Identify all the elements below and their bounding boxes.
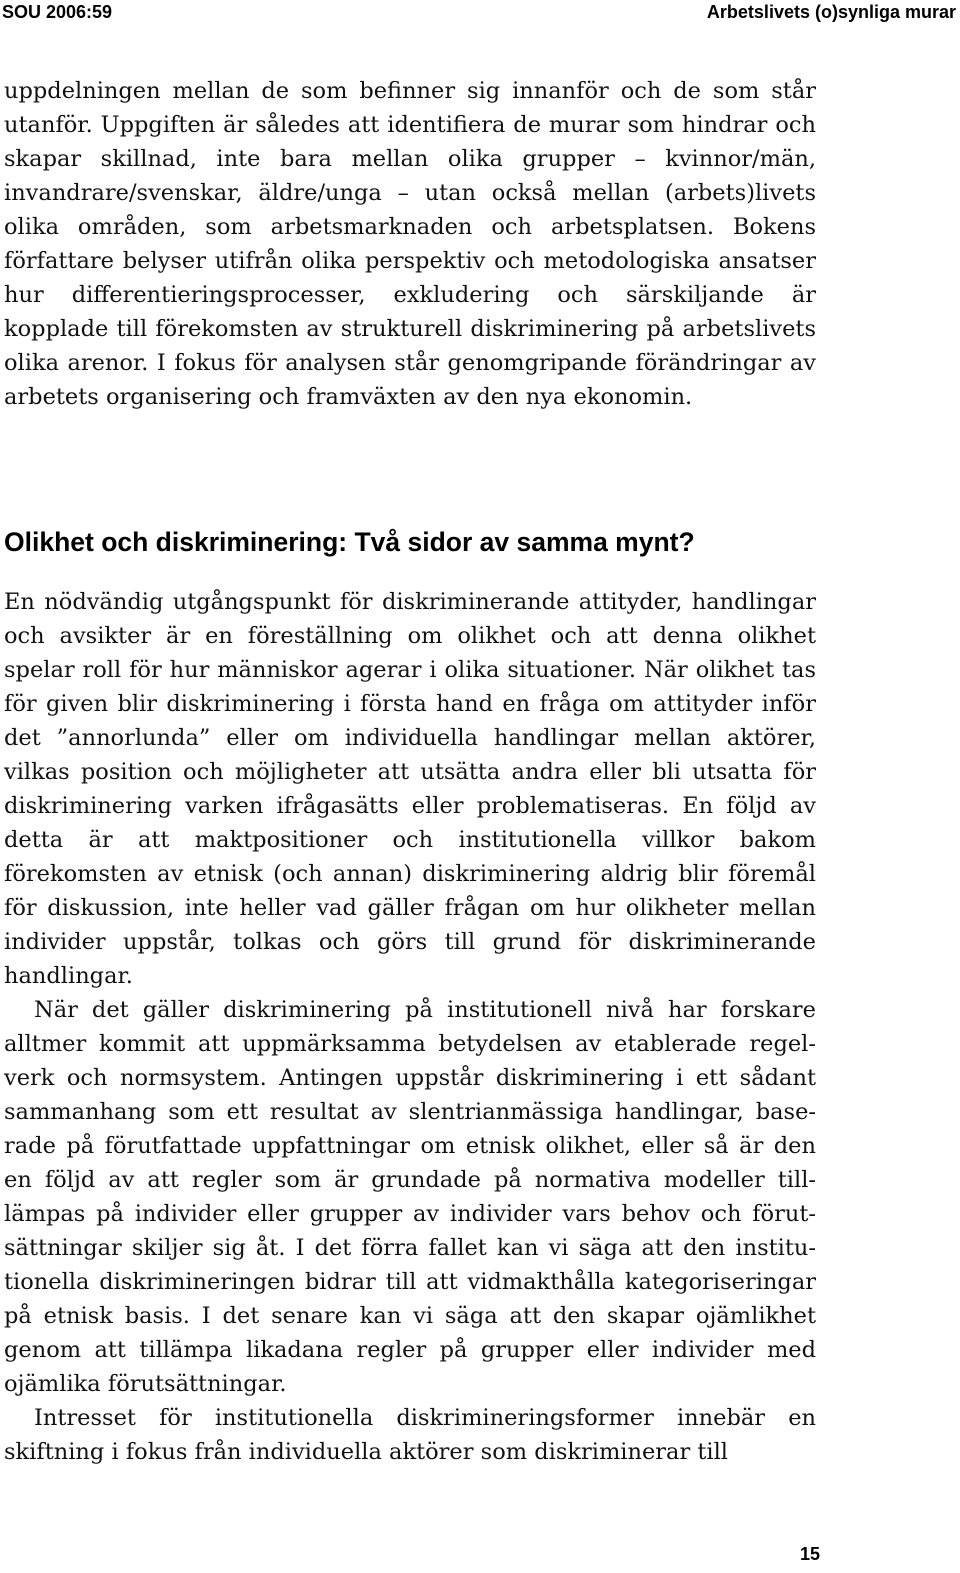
body-paragraph: Intresset för institutionella diskrimineringsformer innebär en skiftning i fokus från individuella aktörer som diskriminerar till [4,1405,816,1465]
body-paragraph: När det gäller diskriminering på institutionell nivå har forskare alltmer kommit att uppmärksamma betydelsen av etablerade regelverk och normsystem. Antingen uppstår diskriminering i ett sådant sammanhang som ett resultat av slentrianmässiga handlingar, baserade på förutfattade uppfattningar om etnisk olikhet, eller så är den en följd av att regler som är grundade på normativa modeller tilllämpas på individer eller grupper av individer vars behov och förutsättningar skiljer sig åt. I det förra fallet kan vi säga att den institutionella diskrimineringen bidrar till att vidmakthålla kategoriseringar på etnisk basis. I det senare kan vi säga att den skapar ojämlikhet genom att tillämpa likadana regler på grupper eller individer med ojämlika förutsättningar. [4,997,816,1397]
page-number: 15 [799,1544,820,1564]
intro-text-block [4,74,816,414]
body-paragraph: En nödvändig utgångspunkt för diskriminerande attityder, handlingar och avsikter är en föreställning om olikhet och att denna olikhet spelar roll för hur människor agerar i olika situationer. När olikhet tas för given blir diskriminering i första hand en fråga om attityder inför det ”annorlunda” eller om individuella handlingar mellan aktörer, vilkas position och möjligheter att utsätta andra eller bli utsatta för diskriminering varken ifrågasätts eller problematiseras. En följd av detta är att maktpositioner och institutionella villkor bakom förekomsten av etnisk (och annan) diskriminering aldrig blir föremål för diskussion, inte heller vad gäller frågan om hur olikheter mellan individer uppstår, tolkas och görs till grund för diskriminerande handlingar. [4,589,816,989]
running-title: Arbetslivets (o)synliga murar [706,2,956,22]
section-heading: Olikhet och diskriminering: Två sidor av samma mynt? [4,527,695,557]
section-text-block [4,585,816,1469]
intro-paragraph: uppdelningen mellan de som befinner sig innanför och de som står utanför. Uppgiften är således att identifiera de murar som hindrar och skapar skillnad, inte bara mellan olika grupper – kvinnor/män, invandrare/svenskar, äldre/unga – utan också mellan (arbets)livets olika områden, som arbetsmarknaden och arbetsplatsen. Bokens författare belyser utifrån olika perspektiv och metodologiska ansatser hur differentieringsprocesser, exkludering och särskiljande är kopplade till förekomsten av strukturell diskriminering på arbetslivets olika arenor. I fokus för analysen står genomgripande förändringar av arbetets organisering och framväxten av den nya ekonomin. [4,78,816,410]
document-reference: SOU 2006:59 [2,2,113,22]
